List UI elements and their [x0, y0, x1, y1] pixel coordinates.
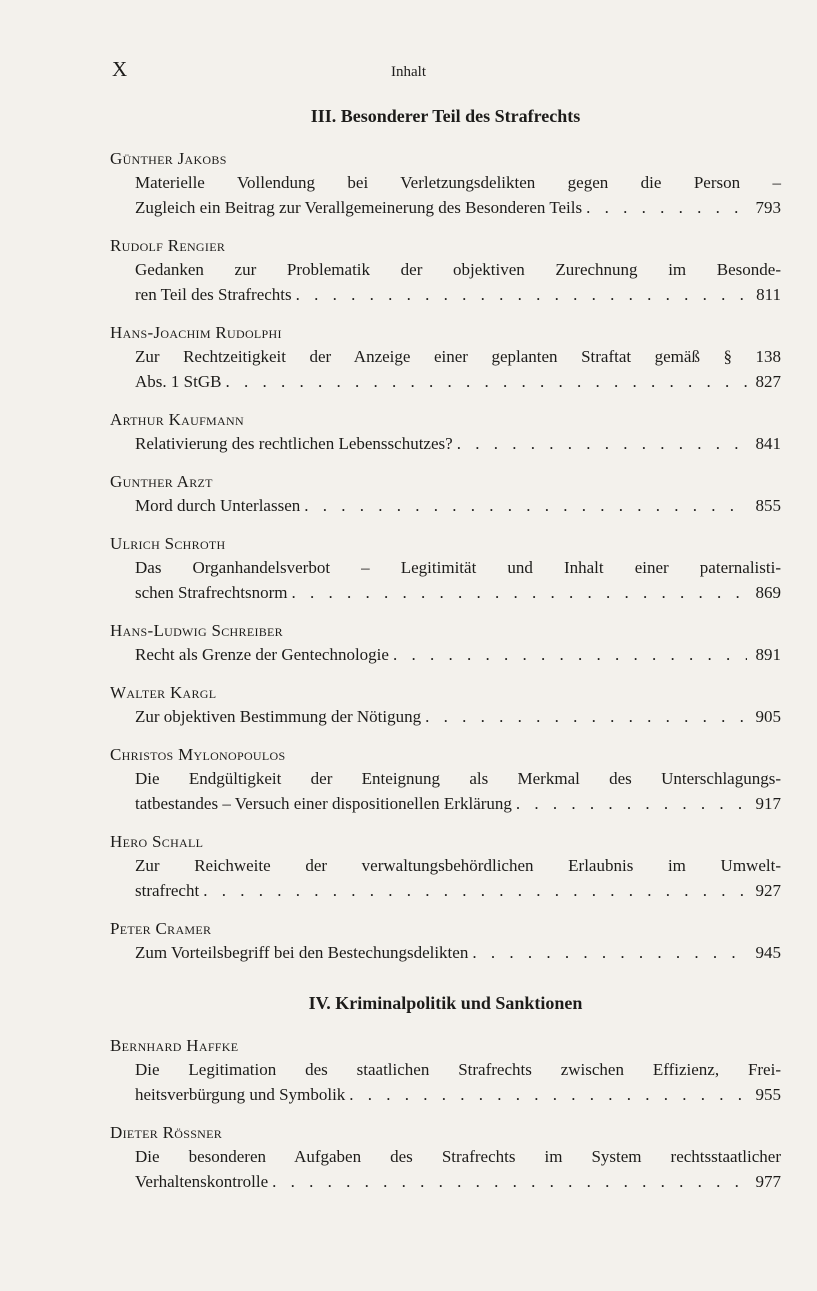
- entry-title-text: Recht als Grenze der Gentechnologie: [135, 645, 389, 664]
- entry-title-line: [135, 642, 781, 667]
- entry-title-line: [135, 282, 781, 307]
- section-title: IV. Kriminalpolitik und Sanktionen: [308, 993, 583, 1013]
- entry-title: [135, 555, 781, 605]
- entry-title: [135, 257, 781, 307]
- entry-title-text: Zum Vorteilsbegriff bei den Bestechungsdelikten: [135, 943, 469, 962]
- entry-page-number: 841: [755, 434, 781, 453]
- toc-entry: [110, 471, 781, 518]
- entry-title-line: [135, 791, 781, 816]
- entry-page-number: 955: [755, 1085, 781, 1104]
- entry-title-line: [135, 580, 781, 605]
- entry-title-line: [135, 555, 781, 580]
- entry-title-text: Zur objektiven Bestimmung der Nötigung: [135, 707, 422, 726]
- toc-entry: [110, 322, 781, 394]
- entry-title-text: Das Organhandelsverbot – Legitimität und Inhalt einer paternalisti-: [135, 558, 781, 577]
- toc-entry: [110, 918, 781, 965]
- toc-entry: [110, 682, 781, 729]
- dot-leader: [296, 282, 747, 307]
- entry-title-line: [135, 195, 781, 220]
- entry-author: Dieter Rössner: [110, 1123, 223, 1142]
- entry-title-text: Zur Rechtzeitigkeit der Anzeige einer geplanten Straftat gemäß § 138: [135, 347, 781, 366]
- entry-page-number: 827: [755, 372, 781, 391]
- entry-title-line: [135, 493, 781, 518]
- entry-title: [135, 493, 781, 518]
- entry-title-text: Abs. 1 StGB: [135, 372, 222, 391]
- entry-title-line: [135, 344, 781, 369]
- entry-title-text: Die besonderen Aufgaben des Strafrechts im System rechtsstaatlicher: [135, 1147, 781, 1166]
- toc-entry: [110, 148, 781, 220]
- entry-title-text: Relativierung des rechtlichen Lebensschutzes?: [135, 434, 453, 453]
- entry-page-number: 945: [755, 943, 781, 962]
- toc-entry: [110, 235, 781, 307]
- entry-page-number: 869: [755, 583, 781, 602]
- entry-title-text: strafrecht: [135, 881, 200, 900]
- entry-title-line: [135, 1169, 781, 1194]
- dot-leader: [457, 431, 747, 456]
- toc-entry: [110, 620, 781, 667]
- dot-leader: [393, 642, 747, 667]
- entry-title-text: tatbestandes – Versuch einer dispositionellen Erklärung: [135, 794, 512, 813]
- entry-title: [135, 1144, 781, 1194]
- dot-leader: [425, 704, 747, 729]
- entry-page-number: 855: [755, 496, 781, 515]
- page-number: X: [112, 57, 128, 81]
- entry-title-text: ren Teil des Strafrechts: [135, 285, 292, 304]
- entry-title-line: [135, 878, 781, 903]
- entry-author: Hero Schall: [110, 832, 204, 851]
- entry-title-text: heitsverbürgung und Symbolik: [135, 1085, 346, 1104]
- entry-author: Ulrich Schroth: [110, 534, 226, 553]
- entry-title: [135, 431, 781, 456]
- entry-title: [135, 853, 781, 903]
- toc-entry: [110, 1122, 781, 1194]
- entry-author: Christos Mylonopoulos: [110, 745, 286, 764]
- entry-title-line: [135, 1057, 781, 1082]
- entry-title-text: schen Strafrechtsnorm: [135, 583, 288, 602]
- toc-entry: [110, 831, 781, 903]
- entry-page-number: 793: [755, 198, 781, 217]
- table-of-contents: [110, 104, 781, 1209]
- entry-title-text: Zugleich ein Beitrag zur Verallgemeinerung des Besonderen Teils: [135, 198, 583, 217]
- entry-page-number: 977: [755, 1172, 781, 1191]
- entry-page-number: 905: [755, 707, 781, 726]
- dot-leader: [304, 493, 747, 518]
- entry-title-text: Die Legitimation des staatlichen Strafrechts zwischen Effizienz, Frei-: [135, 1060, 781, 1079]
- entry-title-line: [135, 257, 781, 282]
- toc-entry: [110, 744, 781, 816]
- entry-title-line: [135, 431, 781, 456]
- entry-author: Walter Kargl: [110, 683, 217, 702]
- dot-leader: [225, 369, 747, 394]
- dot-leader: [516, 791, 747, 816]
- entry-author: Günther Jakobs: [110, 149, 227, 168]
- dot-leader: [586, 195, 747, 220]
- entry-author: Bernhard Haffke: [110, 1036, 239, 1055]
- entry-title: [135, 1057, 781, 1107]
- entry-title-text: Verhaltenskontrolle: [135, 1172, 269, 1191]
- entry-title-text: Zur Reichweite der verwaltungsbehördlichen Erlaubnis im Umwelt-: [135, 856, 781, 875]
- entry-title-line: [135, 766, 781, 791]
- entry-page-number: 927: [755, 881, 781, 900]
- entry-title-text: Gedanken zur Problematik der objektiven Zurechnung im Besonde-: [135, 260, 781, 279]
- entry-title: [135, 766, 781, 816]
- entry-author: Rudolf Rengier: [110, 236, 226, 255]
- entry-title-text: Die Endgültigkeit der Enteignung als Merkmal des Unterschlagungs-: [135, 769, 781, 788]
- entry-title: [135, 642, 781, 667]
- entry-title-line: [135, 940, 781, 965]
- entry-title: [135, 704, 781, 729]
- entry-title-line: [135, 1082, 781, 1107]
- entry-author: Hans-Ludwig Schreiber: [110, 621, 283, 640]
- entry-page-number: 891: [755, 645, 781, 664]
- entry-title: [135, 940, 781, 965]
- toc-entry: [110, 409, 781, 456]
- entry-title-text: Materielle Vollendung bei Verletzungsdelikten gegen die Person –: [135, 173, 781, 192]
- entry-title-line: [135, 170, 781, 195]
- entry-title-line: [135, 704, 781, 729]
- entry-title: [135, 344, 781, 394]
- entry-author: Arthur Kaufmann: [110, 410, 244, 429]
- dot-leader: [472, 940, 747, 965]
- entry-title-line: [135, 1144, 781, 1169]
- entry-page-number: 811: [756, 285, 781, 304]
- entry-title: [135, 170, 781, 220]
- entry-author: Gunther Arzt: [110, 472, 213, 491]
- running-head: Inhalt: [391, 64, 426, 80]
- dot-leader: [272, 1169, 747, 1194]
- section-title: III. Besonderer Teil des Strafrechts: [310, 106, 581, 126]
- entry-title-line: [135, 369, 781, 394]
- entry-title-text: Mord durch Unterlassen: [135, 496, 301, 515]
- dot-leader: [291, 580, 747, 605]
- dot-leader: [203, 878, 747, 903]
- dot-leader: [349, 1082, 747, 1107]
- entry-author: Hans-Joachim Rudolphi: [110, 323, 282, 342]
- toc-entry: [110, 1035, 781, 1107]
- entry-title-line: [135, 853, 781, 878]
- entry-author: Peter Cramer: [110, 919, 212, 938]
- toc-entry: [110, 533, 781, 605]
- entry-page-number: 917: [755, 794, 781, 813]
